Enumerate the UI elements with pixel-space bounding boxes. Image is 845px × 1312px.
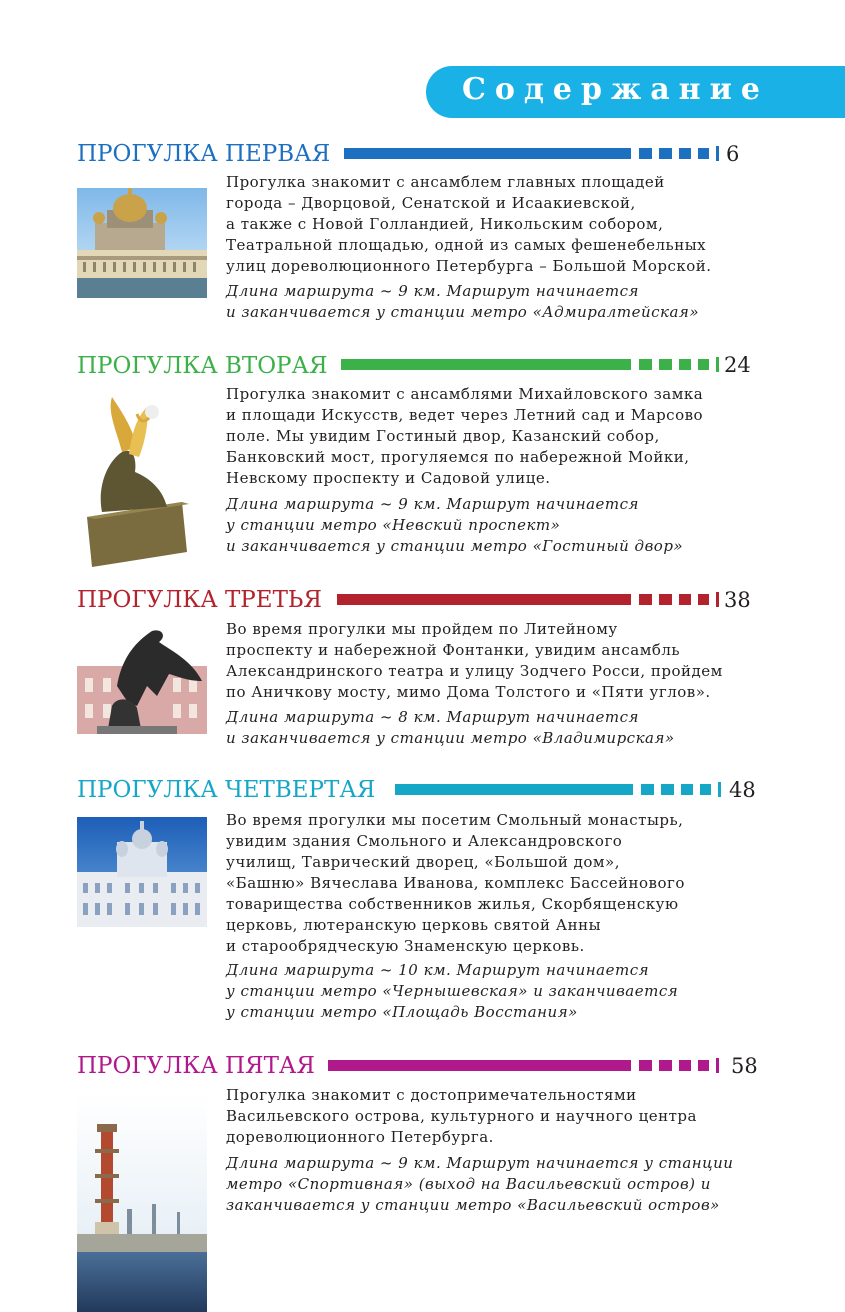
section-1-leader-tick	[679, 148, 691, 159]
griffin-photo	[77, 392, 207, 567]
contents-title: Содержание	[462, 72, 769, 107]
section-3-leader-end	[716, 592, 719, 607]
section-3-leader-tick	[698, 594, 709, 605]
section-1-leader-tick	[698, 148, 709, 159]
section-5-leader-end	[716, 1058, 719, 1073]
section-2-route: Длина маршрута ~ 9 км. Маршрут начинается у станции метро «Невский проспект» и заканчивается у станции метро «Гостиный двор»	[226, 495, 684, 555]
section-4-description: Во время прогулки мы посетим Смольный монастырь, увидим здания Смольного и Александровского училищ, Таврический дворец, «Большой дом», «Башню» Вячеслава Иванова, комплекс Бассейнового товарищества собственников жилья, Скорбященскую церковь, лютеранскую церковь святой Анны и старообрядческую Знаменскую церковь.	[226, 811, 685, 955]
section-3-title[interactable]: ПРОГУЛКА ТРЕТЬЯ	[77, 587, 322, 613]
section-4-leader-end	[718, 782, 721, 797]
horse-statue-photo	[77, 626, 207, 734]
section-2-leader-tick	[639, 359, 652, 370]
section-5-description: Прогулка знакомит с достопримечательностями Васильевского острова, культурного и научного центра дореволюционного Петербурга.	[226, 1086, 697, 1146]
section-3-leader-tick	[679, 594, 691, 605]
section-2-leader-tick	[679, 359, 691, 370]
section-3-description: Во время прогулки мы пройдем по Литейному проспекту и набережной Фонтанки, увидим ансамбль Александринского театра и улицу Зодчего Росси, пройдем по Аничкову мосту, мимо Дома Толстого и «Пяти углов».	[226, 620, 723, 701]
section-5-leader-tick	[698, 1060, 709, 1071]
section-2-description: Прогулка знакомит с ансамблями Михайловского замка и площади Искусств, ведет через Летний сад и Марсово поле. Мы увидим Гостиный двор, Казанский собор, Банковский мост, прогуляемся по набережной Мойки, Невскому проспекту и Садовой улице.	[226, 385, 704, 487]
section-3-leader-tick	[639, 594, 652, 605]
section-5-leader-tick	[639, 1060, 652, 1071]
section-3-leader-bar	[337, 594, 631, 605]
section-2-leader-tick	[698, 359, 709, 370]
section-3-page-number[interactable]: 38	[724, 588, 751, 612]
section-5-leader-tick	[659, 1060, 672, 1071]
section-4-page-number[interactable]: 48	[729, 778, 756, 802]
section-4-leader-tick	[681, 784, 693, 795]
section-4-leader-tick	[641, 784, 654, 795]
cathedral-photo	[77, 188, 207, 298]
section-5-leader-bar	[328, 1060, 631, 1071]
section-1-route: Длина маршрута ~ 9 км. Маршрут начинается и заканчивается у станции метро «Адмиралтейская»	[226, 282, 700, 321]
section-4-leader-tick	[700, 784, 711, 795]
section-5-leader-tick	[679, 1060, 691, 1071]
rostral-column-photo	[77, 1094, 207, 1312]
section-1-leader-bar	[344, 148, 631, 159]
section-2-leader-end	[716, 357, 719, 372]
section-2-leader-bar	[341, 359, 631, 370]
section-4-leader-tick	[661, 784, 674, 795]
section-3-leader-tick	[659, 594, 672, 605]
section-3-route: Длина маршрута ~ 8 км. Маршрут начинается и заканчивается у станции метро «Владимирская»	[226, 708, 675, 747]
section-4-leader-bar	[395, 784, 633, 795]
section-2-title[interactable]: ПРОГУЛКА ВТОРАЯ	[77, 353, 328, 379]
section-1-leader-end	[716, 146, 719, 161]
section-2-page-number[interactable]: 24	[724, 353, 751, 377]
section-5-route: Длина маршрута ~ 9 км. Маршрут начинается у станции метро «Спортивная» (выход на Васильевский остров) и заканчивается у станции метро «Васильевский остров»	[226, 1154, 734, 1214]
section-1-leader-tick	[659, 148, 672, 159]
section-5-page-number[interactable]: 58	[731, 1054, 758, 1078]
section-1-description: Прогулка знакомит с ансамблем главных площадей города – Дворцовой, Сенатской и Исаакиевской, а также с Новой Голландией, Никольским собором, Театральной площадью, одной из самых фешенебельных улиц дореволюционного Петербурга – Большой Морской.	[226, 173, 712, 275]
section-4-title[interactable]: ПРОГУЛКА ЧЕТВЕРТАЯ	[77, 777, 376, 803]
section-5-title[interactable]: ПРОГУЛКА ПЯТАЯ	[77, 1053, 315, 1079]
section-1-leader-tick	[639, 148, 652, 159]
section-4-route: Длина маршрута ~ 10 км. Маршрут начинается у станции метро «Чернышевская» и заканчивается у станции метро «Площадь Восстания»	[226, 961, 679, 1021]
section-2-leader-tick	[659, 359, 672, 370]
section-1-page-number[interactable]: 6	[726, 142, 740, 166]
smolny-photo	[77, 817, 207, 927]
section-1-title[interactable]: ПРОГУЛКА ПЕРВАЯ	[77, 141, 331, 167]
